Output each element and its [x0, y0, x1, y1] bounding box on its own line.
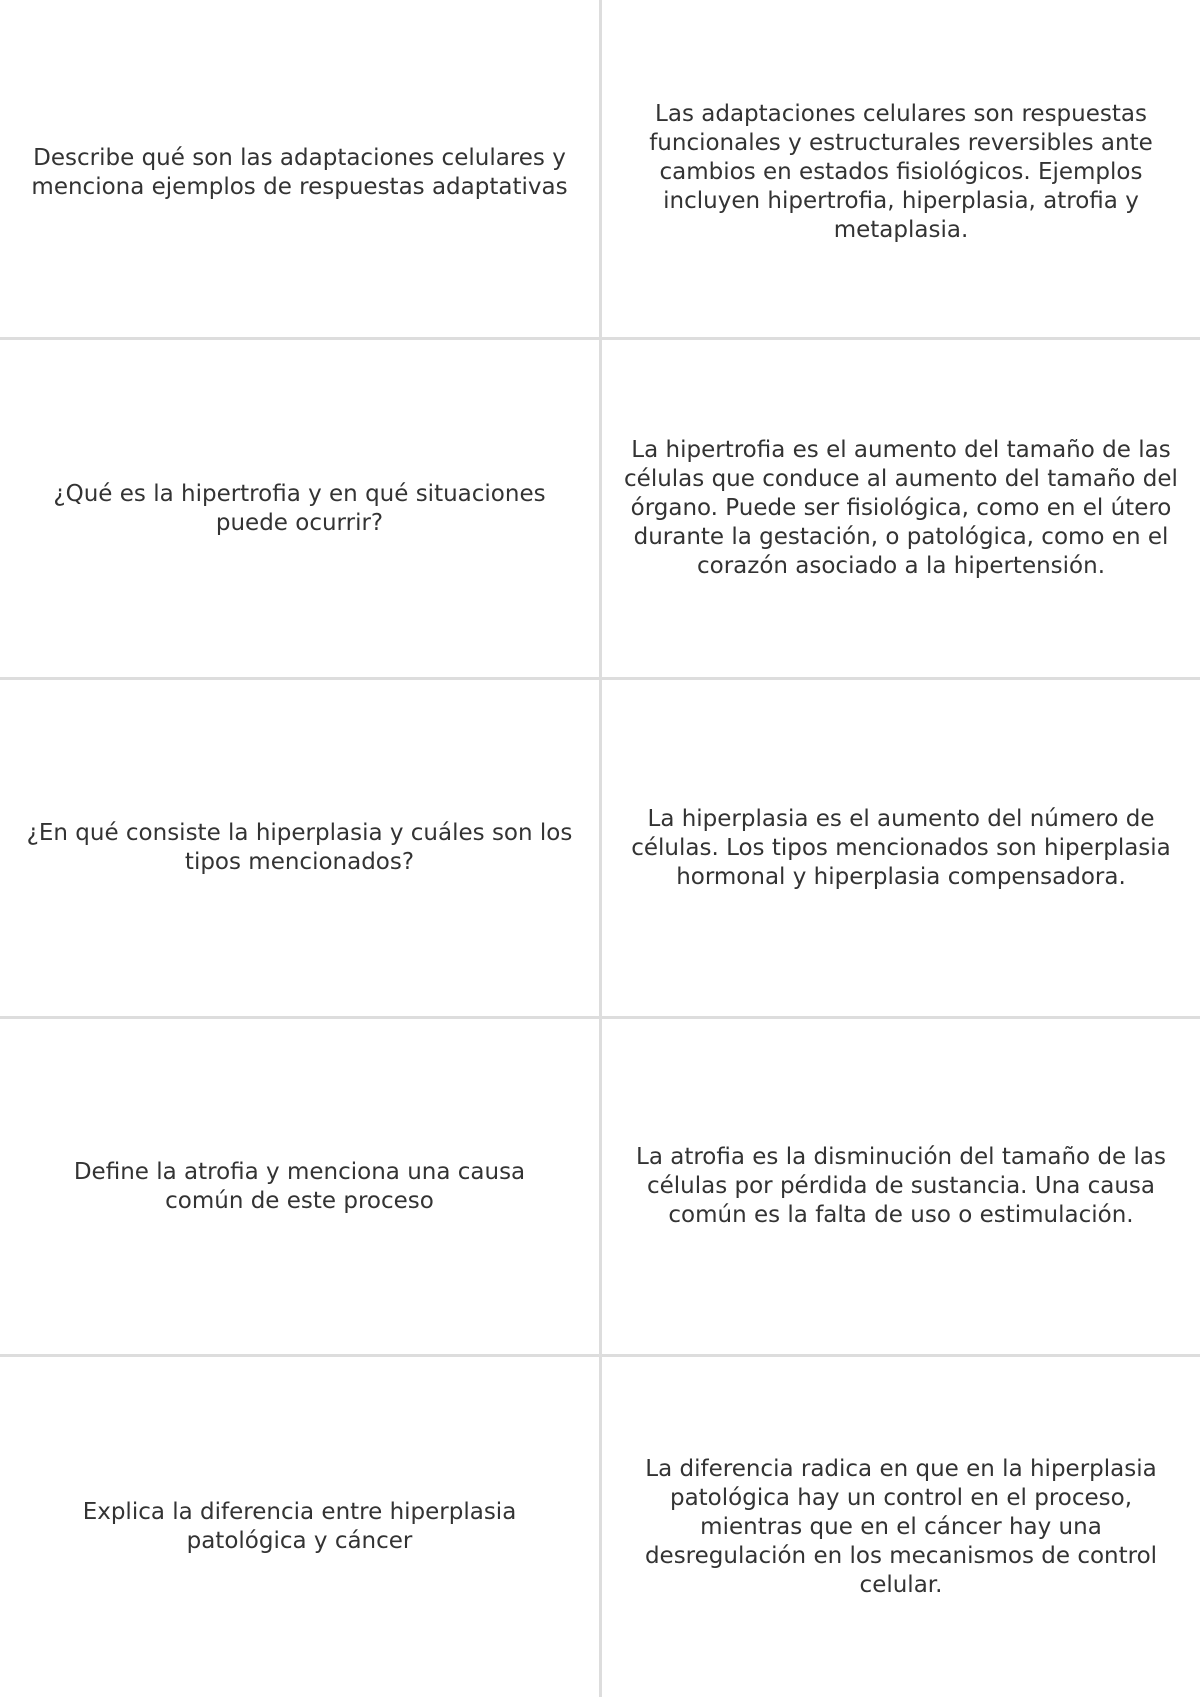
question-text: ¿En qué consiste la hiperplasia y cuáles son los tipos mencionados?	[26, 820, 573, 875]
flashcard-question-4	[0, 1019, 599, 1354]
question-text: Explica la diferencia entre hiperplasia patológica y cáncer	[82, 1499, 517, 1554]
answer-text: La diferencia radica en que en la hiperplasia patológica hay un control en el proceso, mientras que en el cáncer hay una desregulación en los mecanismos de control celular.	[644, 1455, 1158, 1598]
flashcard-answer-1	[602, 0, 1200, 337]
flashcard-answer-3	[602, 680, 1200, 1016]
flashcard-question-2	[0, 340, 599, 677]
question-text: Define la atrofia y menciona una causa común de este proceso	[73, 1158, 526, 1214]
flashcard-question-3	[0, 680, 599, 1016]
answer-text: La hiperplasia es el aumento del número de células. Los tipos mencionados son hiperplasia hormonal y hiperplasia compensadora.	[631, 805, 1171, 890]
question-text: Describe qué son las adaptaciones celulares y menciona ejemplos de respuestas adaptativas	[31, 144, 568, 200]
answer-text: Las adaptaciones celulares son respuestas funcionales y estructurales reversibles ante cambios en estados fisiológicos. Ejemplos incluyen hipertrofia, hiperplasia, atrofia y metaplasia.	[649, 101, 1153, 243]
flashcard-answer-2	[602, 340, 1200, 677]
flashcard-answer-4	[602, 1019, 1200, 1354]
question-text: ¿Qué es la hipertrofia y en qué situaciones puede ocurrir?	[53, 480, 546, 536]
answer-text: La atrofia es la disminución del tamaño de las células por pérdida de sustancia. Una causa común es la falta de uso o estimulación.	[636, 1144, 1166, 1228]
answer-text: La hipertrofia es el aumento del tamaño de las células que conduce al aumento del tamaño del órgano. Puede ser fisiológica, como en el útero durante la gestación, o patológica, como en el corazón asociado a la hipertensión.	[624, 437, 1178, 579]
flashcard-question-1	[0, 0, 599, 337]
flashcard-question-5	[0, 1357, 599, 1697]
flashcard-answer-5	[602, 1357, 1200, 1697]
